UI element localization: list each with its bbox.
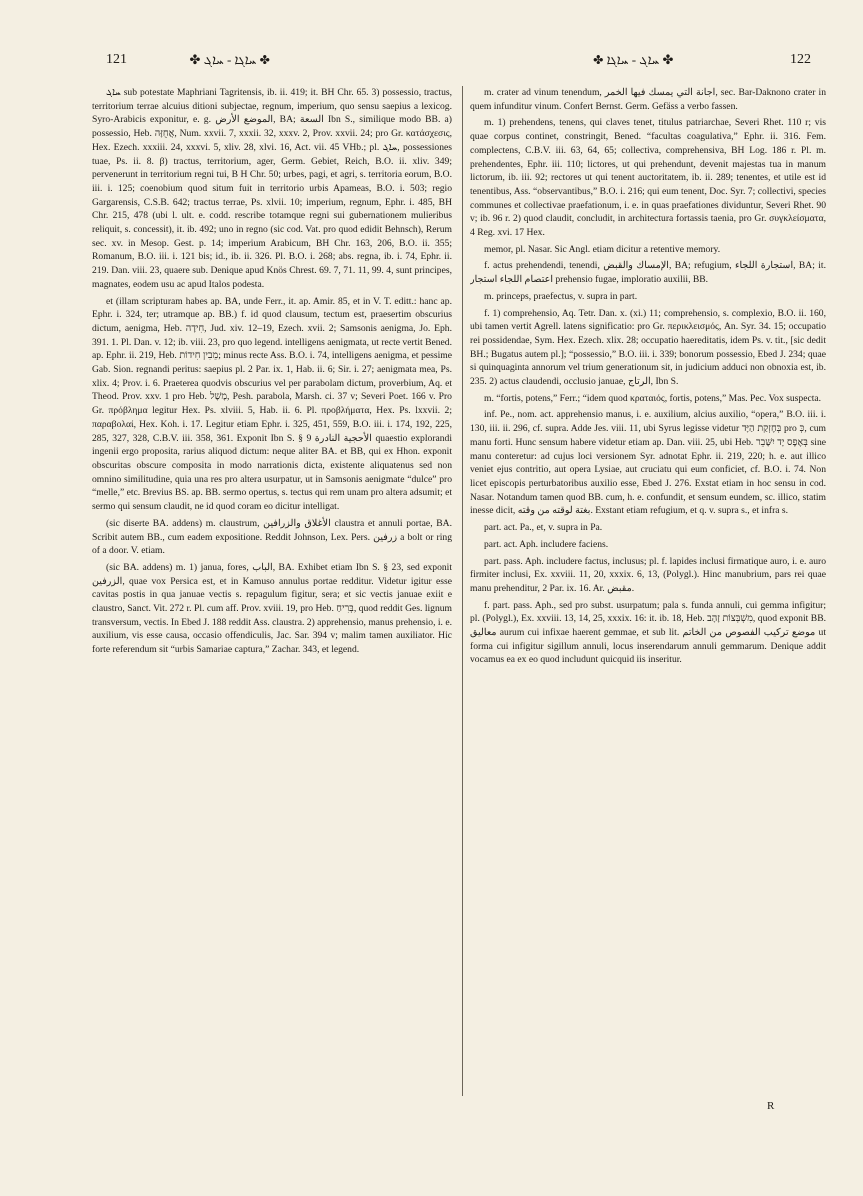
running-title-right: ✤ ܚܐܓܐ - ܚܐܓ ✤ [203,52,674,67]
left-column [92,86,452,1096]
entry-paragraph: f. part. pass. Aph., sed pro subst. usurpatum; pala s. funda annuli, cui gemma infigitur; pl. (Polygl.), Ex. xxviii. 13, 14, 25, xxxix. 16: it. ib. 18, Heb. מִשְׁבְּצוֹת זָהָב, quod exponit BB. معاليق aurum cui infixae haerent gemmae, et sub lit. موضع تركيب الفصوص من الخاتم ut forma cui infigitur sigillum annuli, locus inserendarum annuli gemmarum. Denique addit vocamus ea ex eo quod includunt quicquid iis inseritur. [470,599,826,666]
entry-paragraph: part. act. Pa., et, v. supra in Pa. [484,522,603,534]
entry-paragraph: m. princeps, praefectus, v. supra in part. [484,290,638,302]
left-page-number: 121 [106,52,127,67]
entry-paragraph: m. crater ad vinum tenendum, اجانة التي يمسك فيها الخمر, sec. Bar-Daknono crater in quem infunditur vinum. Confert Bernst. Germ. Gefäss a verbo fassen. [470,87,826,112]
entry-paragraph: f. actus prehendendi, tenendi, الإمساك والقبض, BA; refugium, استجارة اللجاء, BA; it. اعتصام اللجاء استجار prehensio fugae, imploratio auxilii, BB. [470,260,826,286]
right-column [470,86,826,1096]
entry-paragraph: part. pass. Aph. includere factus, inclusus; pl. f. lapides inclusi firmatique auro, i. e. auro firmiter inclusi, Ex. xxviii. 11, 20, xxxix. 6, 13, (Polygl.). Hinc manubrium, pars rei quae manu prehenditur, 2 Par. ix. 16. Ar. مقبض. [470,555,826,594]
entry-paragraph: memor, pl. Nasar. Sic Angl. etiam dicitur a retentive memory. [484,243,721,255]
entry-paragraph: ܚܐܓ sub potestate Maphriani Tagritensis, ib. ii. 419; it. BH Chr. 65. 3) possessio, tractus, territorium terrae alcuius ditioni subjectae, regnum, imperium, quo sensu saepius a lexicog. Syro-Arabicis exponitur, e. g. الموضع الأرض, BA; السعة Ibn S., similique modo BB. a) possessio, Heb. אֲחֻזָּה, Num. xxvii. 7, xxxii. 32, xxxv. 2, Prov. xxvii. 24; pro Gr. κατάσχεσις, Hex. Ezech. xxxiii. 24, xxxvi. 5, xliv. 28, xlvi. 16, Act. vii. 45 VHb.; pl. ܚܐܓ, possessiones tuae, Ps. ii. 8. β) tractus, territorium, ager, Germ. Gebiet, Reich, B.O. ii. xliv. 349; pervenerunt in territorium regni tui, B H Chr. 50; urbes, pagi, et agri, s. territoria eorum, B.O. iii. i. 125; coenobium quod situm fuit in territorio urbis Apameas, B.O. i. 503; regio Gargarensis, C.S.B. 642; tractus terrae, Ps. xlvii. 10; imperium, regnum, Ephr. i. 485, BH Chr. 215, 478 (ubi l. ult. e. codd. rescribe totamque regni sui gubernationem mulieribus reliquit, s. concessit), it. ib. 492; uno in regno (sic cod. Vat. pro quod edidit Behnsch), Rerum sec. xv. in Mesop. Gest. p. 14; imperium Arabicum, BH Chr. 163, 206, B.O. ii. 355; Romanum, B.O. iii. i. 121 bis; id., ib. ii. 326. Pl. B.O. i. 268; abs. regna, ib. i. 74, Ephr. ii. 219. Dan. viii. 23, quaere sub. Denique apud Knös Chrest. 69. 7, 71. 11, 99. 4, sunt principes, magnates, eodem usu ac apud Italos podesta. [92,87,452,290]
right-page-number: 122 [790,52,811,67]
signature-mark: R [767,1100,775,1112]
running-title [0,52,863,68]
running-title-left: ✤ ܚܐܓ - ܚܐܓܐ ✤ [189,52,660,67]
entry-paragraph: (sic BA. addens) m. 1) janua, fores, الباب, BA. Exhibet etiam Ibn S. § 23, sed exponit الزرفين, quae vox Persica est, et in Kamuso annulus portae redditur. Videtur igitur esse cavitas postis in qua januae vectis s. repagulum figitur, sera; et sic vectis januae exiit e claustro, Sanct. Vit. 272 r. Pl. cum aff. Prov. xviii. 19, pro Heb. בְּרִיחַ, quod reddit Ges. lignum transversum, vectis. In Ebed J. 188 reddit Ass. claustra. 2) apprehensio, manus prehensio, i. e. auxilium, vis esse causa, occasio offendiculis, Jac. Sar. 394 v; malim tamen auxiliator. Hic forte referendum sit “urbis Samariae captura,” Zachar. 343, et legend. [92,561,452,656]
entry-paragraph: inf. Pe., nom. act. apprehensio manus, i. e. auxilium, alcius auxilio, “opera,” B.O. iii. i. 130, iii. ii. 296, cf. supra. Adde Jes. viii. 11, ubi Syrus legisse videtur בְּחֶזְקַת הַיָּד pro כְּ, cum manu forti. Hunc sensum habere videtur etiam ap. Dan. viii. 25, ubi Heb. בְּאֶפֶס יָד יִשָּׁבֵר sine manu conteretur: ad cujus loci versionem Syr. adnotat Ephr. ii. 219, 220; h. e. aut illico veniet ejus contritio, aut opera Lysiae, aut cruciatu qui eum conficiet, cf. B.O. i. 74. Non licet episcopis perturbatoribus auxilio esse, Ebed J. 276. Exstat etiam in hoc sensu in cod. Nasar. Notandum tamen quod BB. cum, h. e. confundit, et sensum eundem, sc. illico, statim inesse dicit, بغتة لوقته من وقته. Exstant etiam refugium, et q. v. supra s., et infra s. [470,409,826,517]
entry-paragraph: (sic diserte BA. addens) m. claustrum, الأغلاق والزرافين claustra et annuli portae, BA. Scribit autem BB., cum eadem expositione. Reddit Johnson, Lex. Pers. زرفين a bolt or ring of a door. V. etiam. [92,517,452,557]
column-divider [462,86,463,1096]
page-header [0,52,863,76]
entry-paragraph: et (illam scripturam habes ap. BA, unde Ferr., it. ap. Amir. 85, et in V. T. editt.: hanc ap. Ephr. i. 324, ter; utramque ap. BB.) f. id quod clausum, tectum est, praesertim obscurius dictum, aenigma, Heb. חִידָה, Jud. xiv. 12–19, Ezech. xvii. 2; Samsonis aenigma, Jo. Eph. 391. 1. Pl. Dan. v. 12; ib. viii. 23, pro quo legend. intelligens aenigmata, ut recte vertit Bened. ap. Ephr. ii. 219, Heb. מֵבִין חִידוֹת; minus recte Ass. B.O. i. 74, intelligens aenigma, et pessime Gab. Sion. regnandi peritus: saepius pl. 2 Par. ix. 1, Hab. ii. 6; Sir. i. 27; aenigmata mea, Ps. xlix. 4; Prov. i. 6. Praeterea quodvis obscurius vel per parabolam dictum, proverbium, Aq. et Theod. Prov. xxv. 1 pro Heb. מָשָׁל, Pesh. parabola, Marsh. ci. 37 v; Severi Poet. 166 v. Pro Gr. πρόβλημα legitur Hex. Ps. xlviii. 5, Hab. ii. 6. Pl. προβλήματα, Hex. Ps. lxxvii. 2; παραβολαί, Hex. Koh. i. 17. Legitur etiam Ephr. i. 325, 451, 559, B.O. iii. i. 174, 192, 225, 285, 327, 328, C.B.V. iii. 358, 361. Exponit Ibn S. § 9 الأحجية النادرة quaestio explorandi ingenii ergo proposita, rarius aliquod dictum: neque aliter BA. et BB, qui ex Hhon. exponit obscuritas obscure composita in modo narrationis dicta, existente aliquatenus sed non omnino similitudine, quia una res pro altera usurpatur, ut in Samsonis aenigmate “dulce” pro “melle,” etc. Brevius BS. ap. BB. sermo opertus, s. tectus qui rem unam pro altera adsumit; et sermo qui sensum claudit, ne id quod coram eo dicitur intelligat. [92,295,452,513]
entry-paragraph: f. 1) comprehensio, Aq. Tetr. Dan. x. (xi.) 11; comprehensio, s. complexio, B.O. ii. 160, ubi tamen vertit Agrell. latens significatio: pro Gr. περικλεισμός, An. Syr. 34. 15; occupatio rei possidendae, Sym. Hex. Ezech. xlix. 28; occupatio haereditatis, idem Ps. v. tit., [sic dedit BH.; Bugatus autem pl.]; “possessio,” B.O. iii. i. 339; bonorum possessio, Ebed J. 234; quae si quinquaginta annorum vel trium generationum sit, in judicium adduci non obnoxia est, ib. 235. 2) actus claudendi, occlusio januae, الرتاج, Ibn S. [470,307,826,388]
entry-paragraph: m. 1) prehendens, tenens, qui claves tenet, titulus patriarchae, Severi Rhet. 110 r; vis quae corpus continet, constringit, Bened. “facultas coagulativa,” Ephr. ii. 316. Fem. complectens, C.B.V. iii. 63, 64, 65; collectiva, comprehensiva, BH Log. 186 r. Pl. m. prehendentes, Ephr. iii. 110; lictores, ut qui prehendunt, devenit majestas tua in manum lictorum, ib. iii. 92; rectores ut qui tenent auctoritatem, ib. ii. 289; tenentes, et utile est id tenentibus, Ass. “observantibus,” B.O. i. 216; qui eum tenent, Doc. Syr. 7; collectivi, species communes et collectivae praefationum, i. e. in quas praefationes dividuntur, Severi Rhet. 90 v; ib. 96 r. 2) quod claudit, concludit, in architectura fortassis taenia, pro Gr. συγκλείσματα, 4 Reg. xvi. 17 Hex. [470,117,826,239]
entry-paragraph: m. “fortis, potens,” Ferr.; “idem quod κραταιός, fortis, potens,” Mas. Pec. Vox suspecta. [484,392,822,404]
entry-paragraph: part. act. Aph. includere faciens. [484,538,609,550]
